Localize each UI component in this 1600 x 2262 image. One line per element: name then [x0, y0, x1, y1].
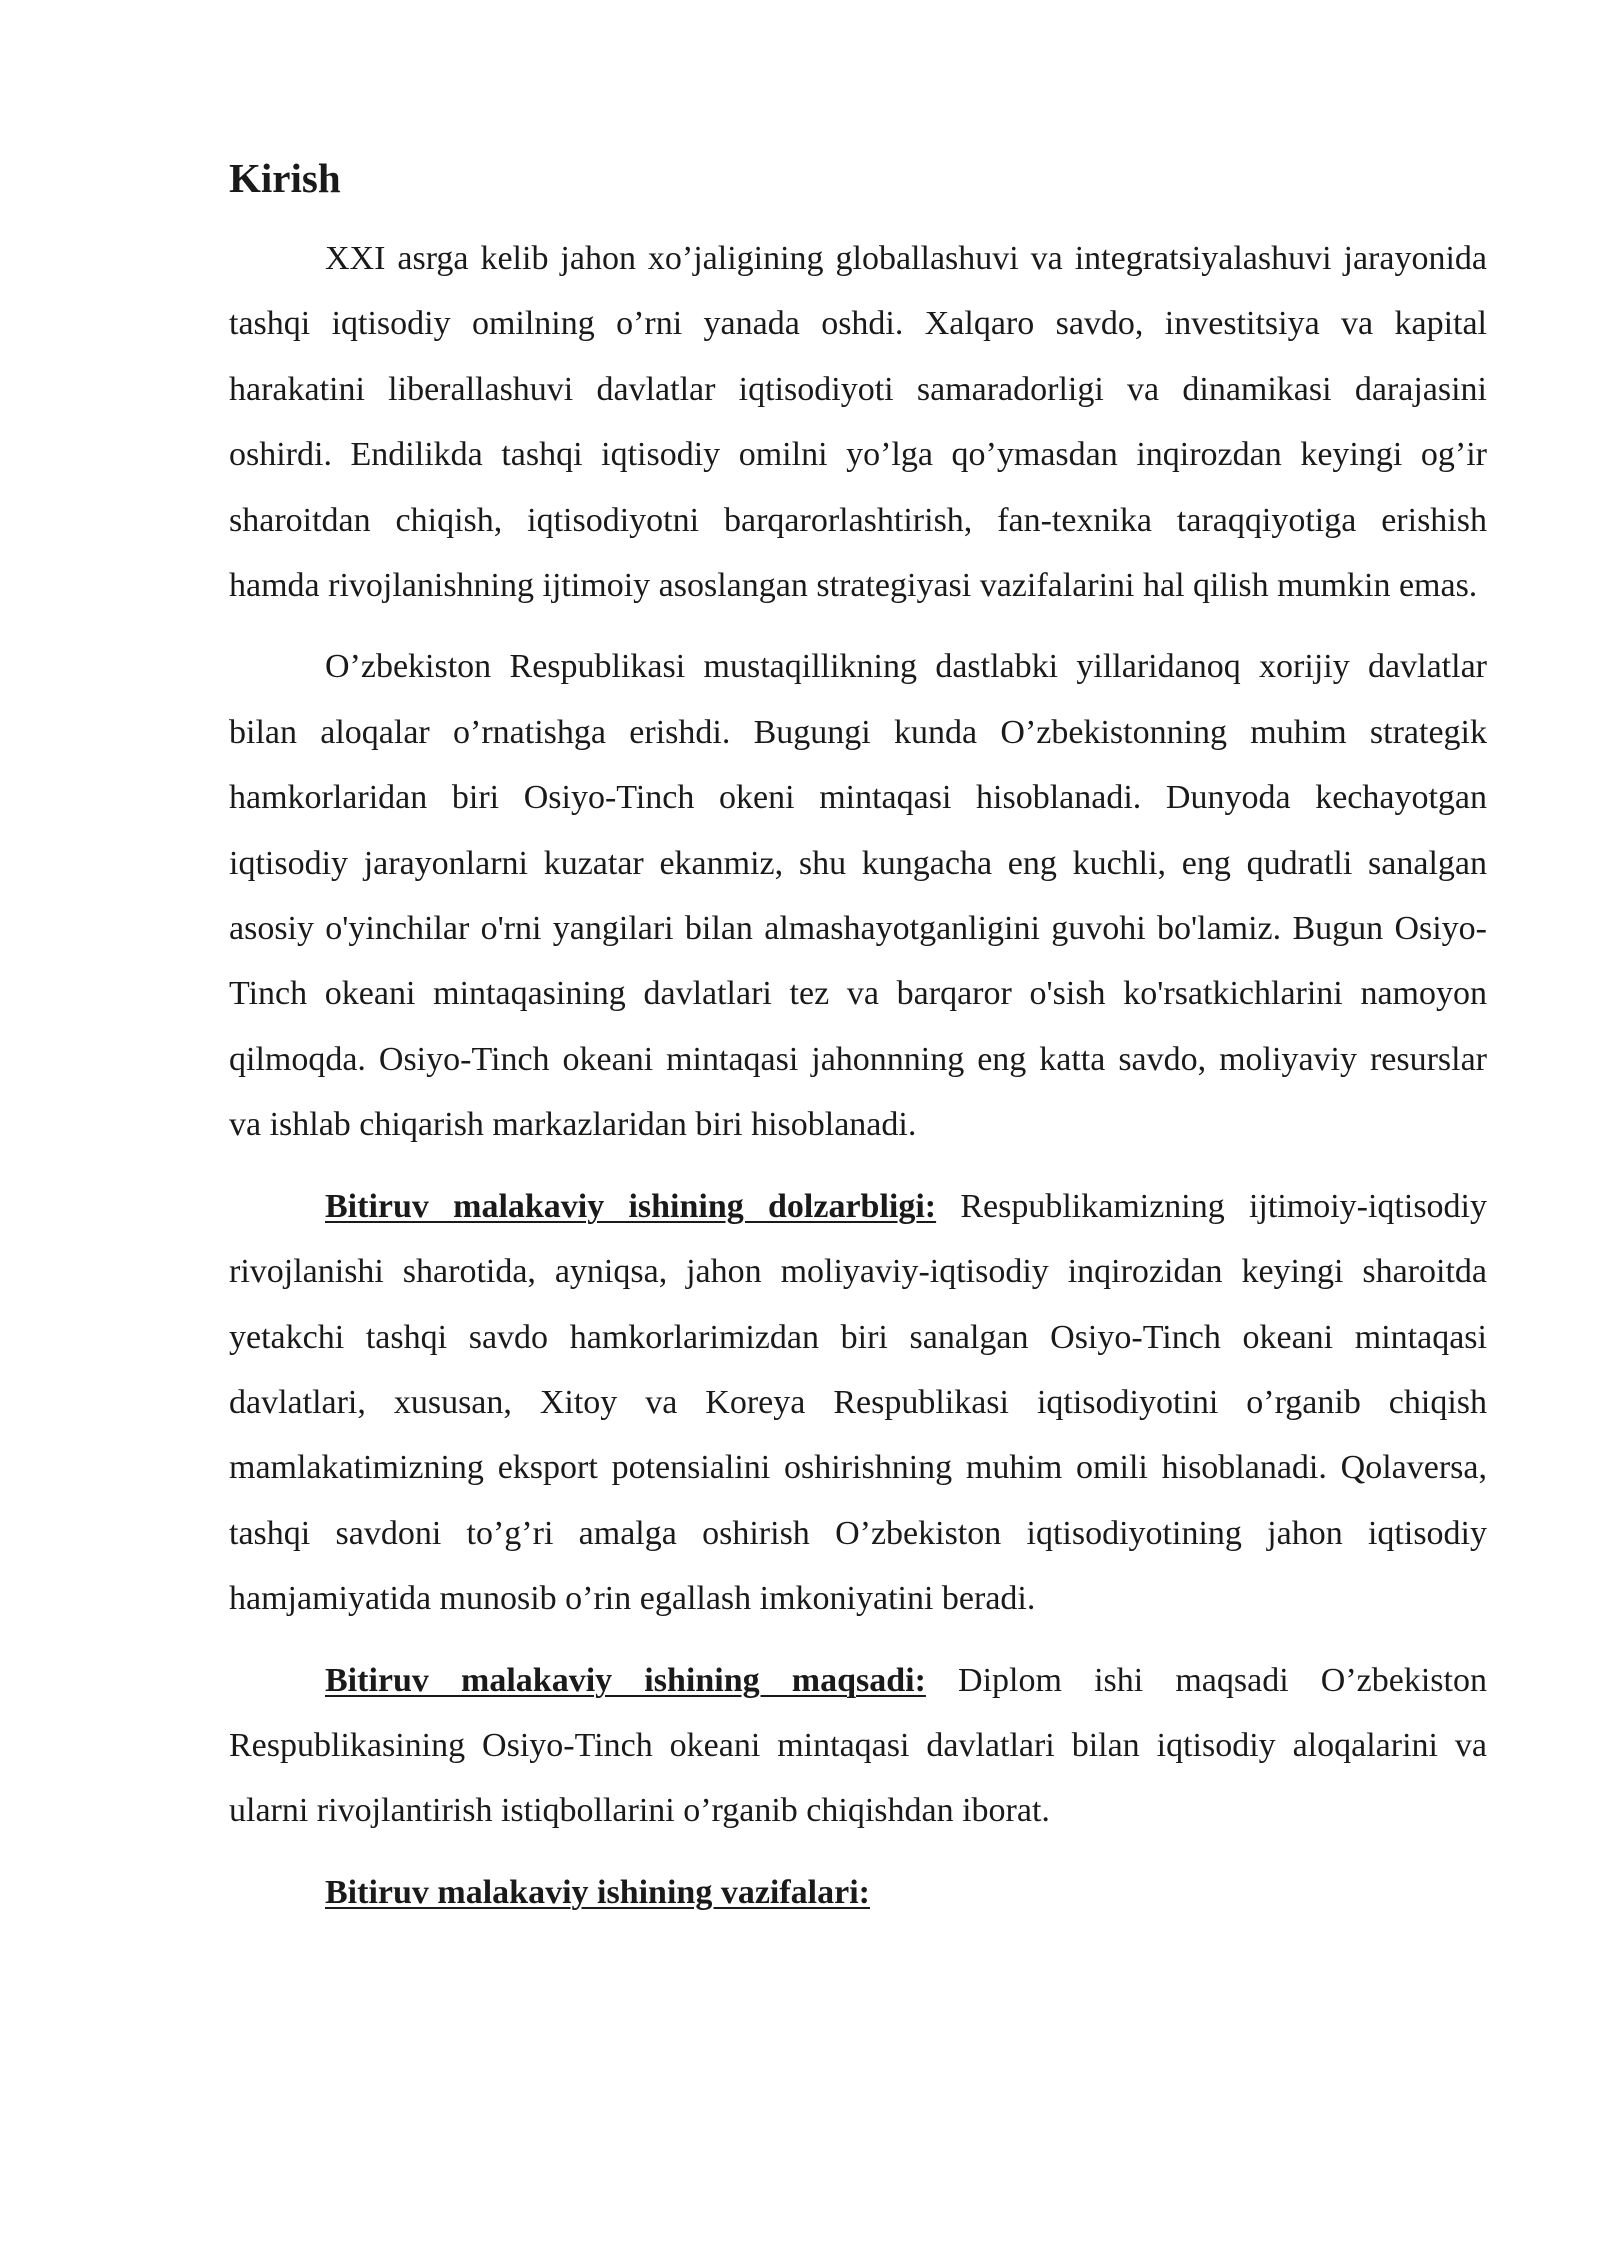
document-page [229, 148, 1487, 1925]
section-heading: Kirish [229, 155, 341, 201]
paragraph-text: XXI asrga kelib jahon xo’jaligining globallashuvi va integratsiyalashuvi jarayonida tashqi iqtisodiy omilning o’rni yanada oshdi. Xalqaro savdo, investitsiya va kapital harakatini liberallashuvi davlatlar iqtisodiyoti samaradorligi va dinamikasi darajasini oshirdi. Endilikda tashqi iqtisodiy omilni yo’lga qo’ymasdan inqirozdan keyingi og’ir sharoitdan chiqish, iqtisodiyotni barqarorlashtirish, fan-texnika taraqqiyotiga erishish hamda rivojlanishning ijtimoiy asoslangan strategiyasi vazifalarini hal qilish mumkin emas. [229, 240, 1487, 605]
paragraph-tasks [229, 1860, 1487, 1925]
paragraph-relevance [229, 1174, 1487, 1632]
paragraph-goal [229, 1648, 1487, 1844]
paragraph-uzbekistan [229, 634, 1487, 1157]
paragraph-text: O’zbekiston Respublikasi mustaqillikning dastlabki yillaridanoq xorijiy davlatlar bilan aloqalar o’rnatishga erishdi. Bugungi kunda O’zbekistonning muhim strategik hamkorlaridan biri Osiyo-Tinch okeni mintaqasi hisoblanadi. Dunyoda kechayotgan iqtisodiy jarayonlarni kuzatar ekanmiz, shu kungacha eng kuchli, eng qudratli sanalgan asosiy o'yinchilar o'rni yangilari bilan almashayotganligini guvohi bo'lamiz. Bugun Osiyo-Tinch okeani mintaqasining davlatlari tez va barqaror o'sish ko'rsatkichlarini namoyon qilmoqda. Osiyo-Tinch okeani mintaqasi jahonnning eng katta savdo, moliyaviy resurslar va ishlab chiqarish markazlaridan biri hisoblanadi. [229, 648, 1487, 1144]
paragraph-intro [229, 226, 1487, 618]
goal-label: Bitiruv malakaviy ishining maqsadi: [325, 1661, 926, 1699]
relevance-label: Bitiruv malakaviy ishining dolzarbligi: [325, 1187, 937, 1225]
paragraph-text: Diplom ishi maqsadi O’zbekiston Respublikasining Osiyo-Tinch okeani mintaqasi davlatlari bilan iqtisodiy aloqalarini va ularni rivojlantirish istiqbollarini o’rganib chiqishdan iborat. [229, 1661, 1487, 1830]
paragraph-text: Respublikamizning ijtimoiy-iqtisodiy rivojlanishi sharotida, ayniqsa, jahon moliyaviy-iqtisodiy inqirozidan keyingi sharoitda yetakchi tashqi savdo hamkorlarimizdan biri sanalgan Osiyo-Tinch okeani mintaqasi davlatlari, xususan, Xitoy va Koreya Respublikasi iqtisodiyotini o’rganib chiqish mamlakatimizning eksport potensialini oshirishning muhim omili hisoblanadi. Qolaversa, tashqi savdoni to’g’ri amalga oshirish O’zbekiston iqtisodiyotining jahon iqtisodiy hamjamiyatida munosib o’rin egallash imkoniyatini beradi. [229, 1187, 1487, 1618]
tasks-label: Bitiruv malakaviy ishining vazifalari: [325, 1873, 870, 1911]
